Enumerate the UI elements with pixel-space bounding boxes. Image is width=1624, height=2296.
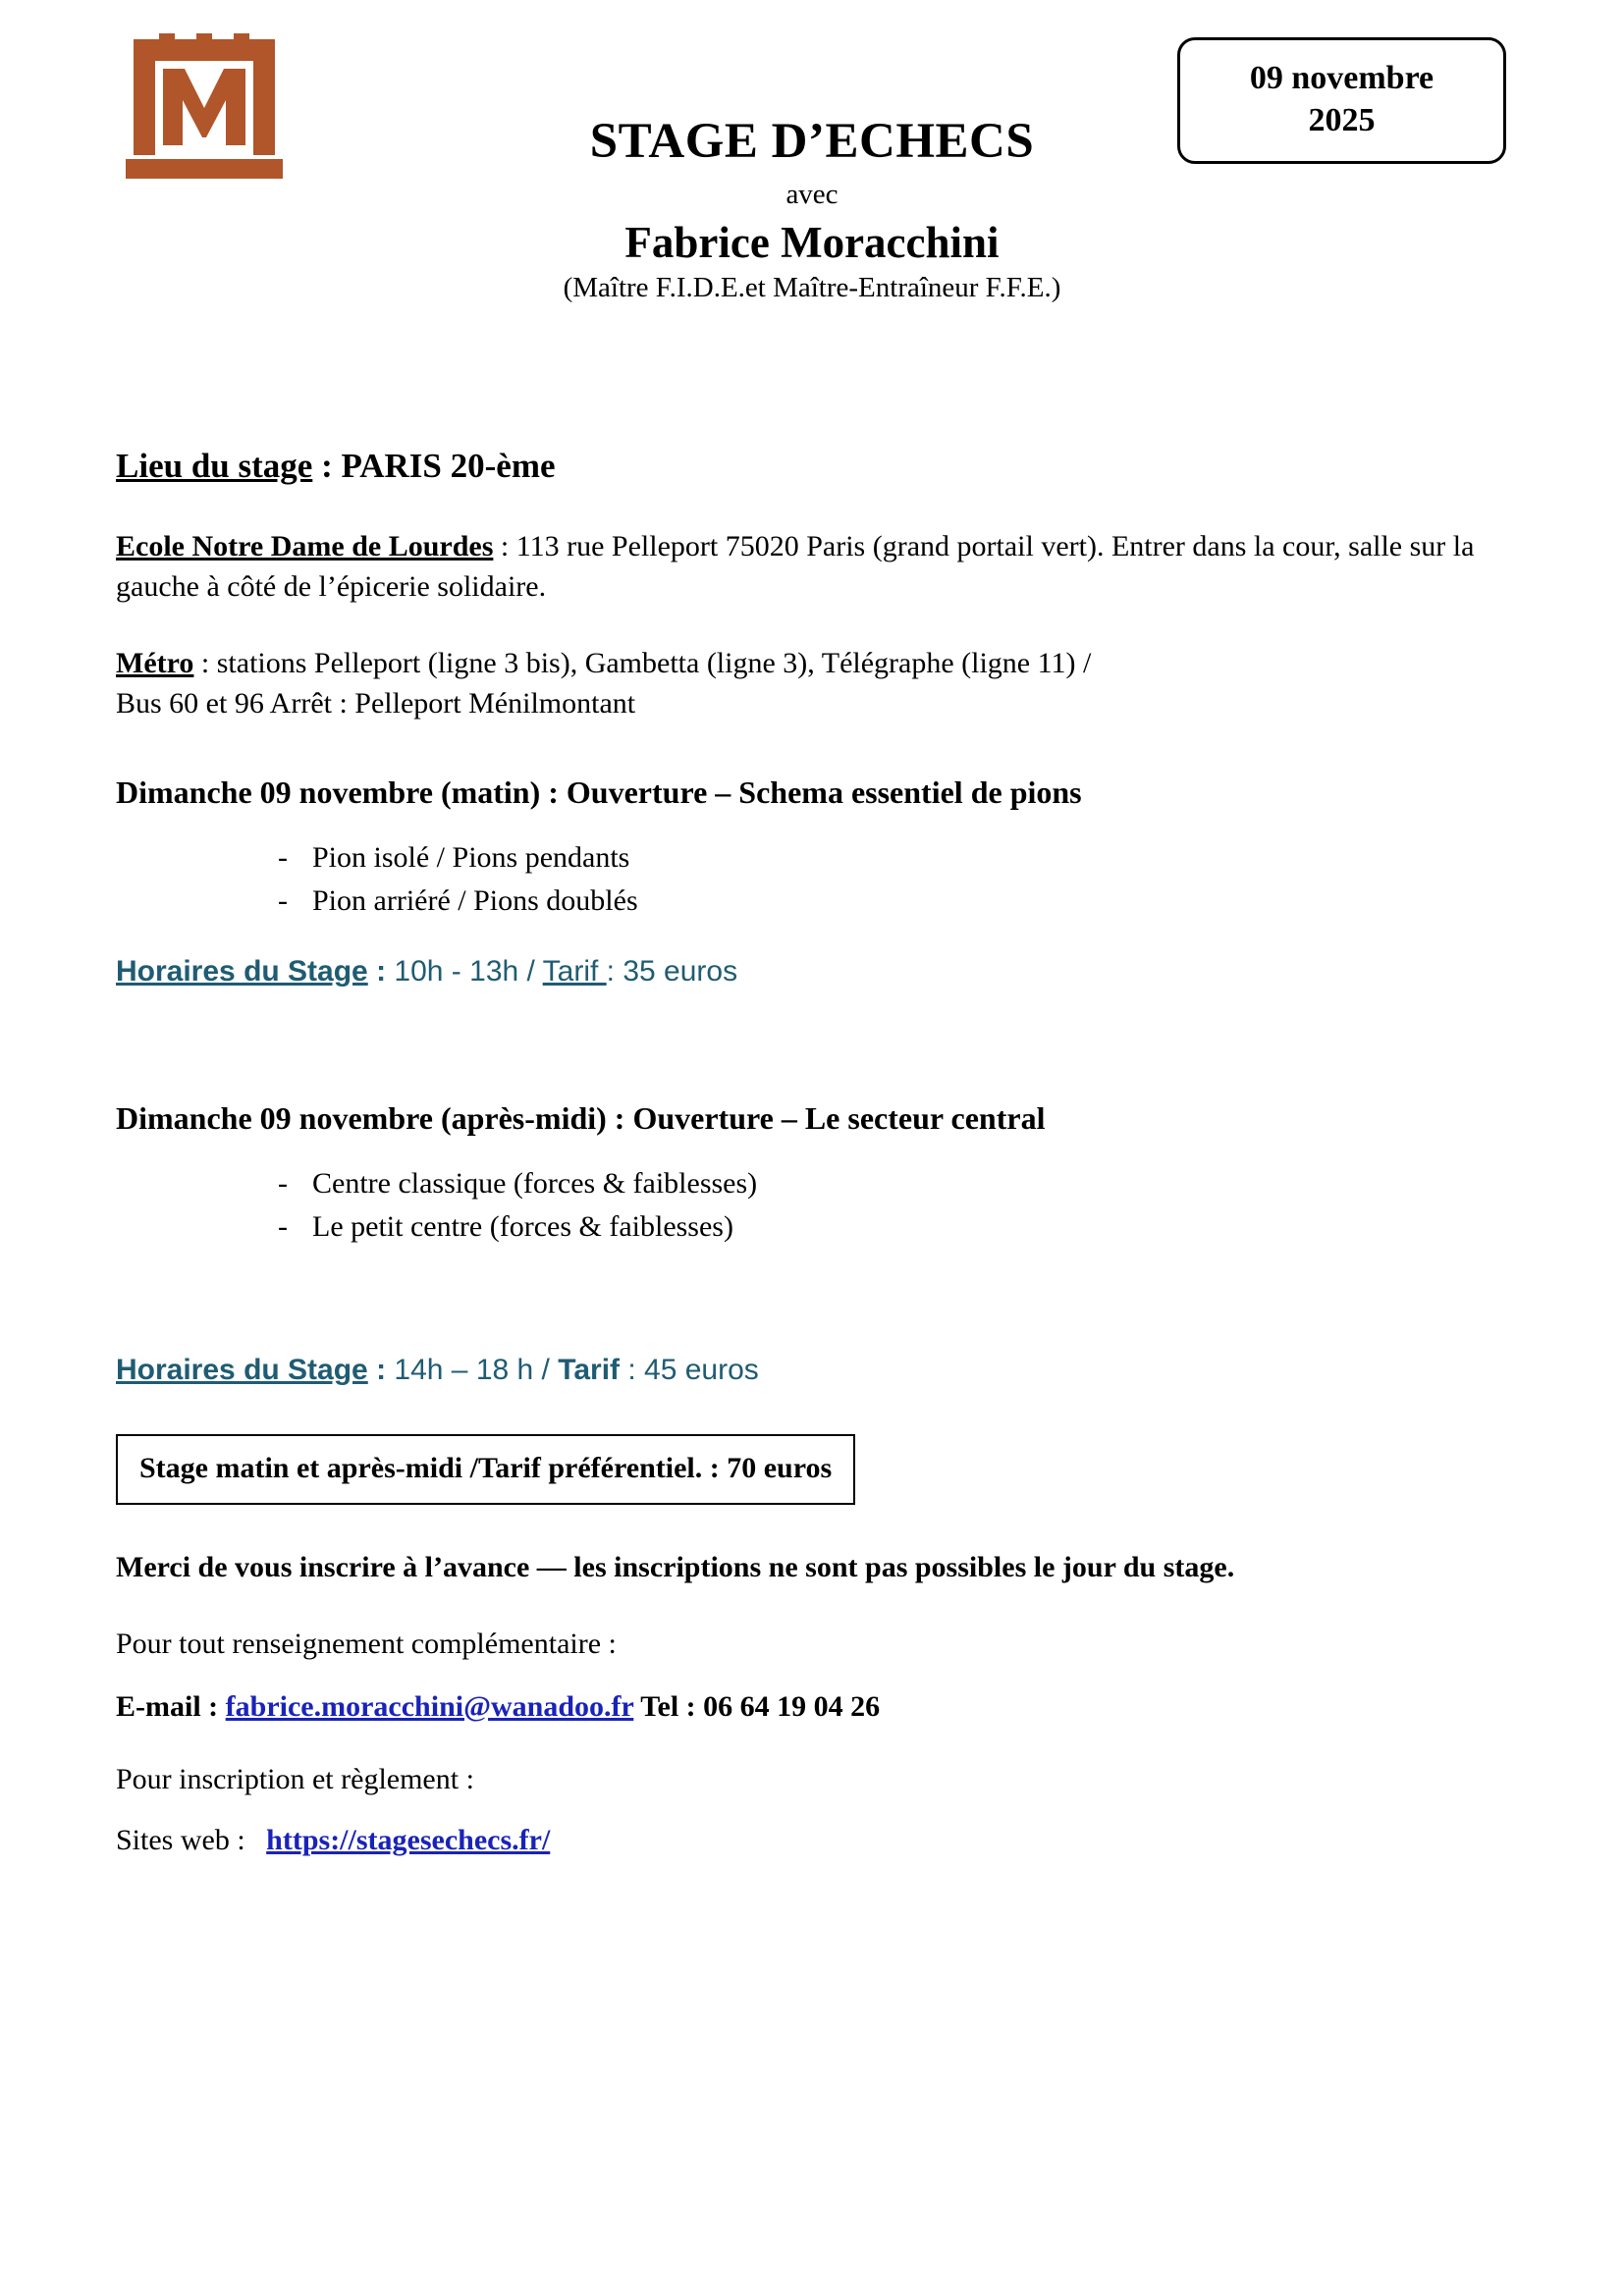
venue-heading — [116, 447, 1508, 486]
website-label: Sites web : — [116, 1823, 253, 1856]
session-topics-morning — [116, 836, 1508, 922]
venue-label: Lieu du stage — [116, 447, 313, 485]
website-line — [116, 1824, 1508, 1857]
transport-info — [116, 644, 1508, 723]
document-header — [0, 0, 1624, 303]
venue-value: PARIS 20-ème — [341, 447, 556, 485]
page-title: STAGE D’ECHECS — [589, 114, 1035, 169]
session-topics-afternoon — [116, 1162, 1508, 1248]
registration-notice — [116, 1548, 1508, 1588]
registration-notice-end: . — [1226, 1551, 1235, 1583]
website-link[interactable]: https://stagesechecs.fr/ — [266, 1823, 551, 1856]
registration-notice-text: Merci de vous inscrire à l’avance — les inscriptions ne sont pas possibles le jour du stage — [116, 1551, 1227, 1583]
metro-label: Métro — [116, 647, 194, 679]
contact-email-line — [116, 1690, 1508, 1724]
price-label-afternoon: Tarif — [558, 1354, 621, 1386]
price-value-morning: : 35 euros — [606, 955, 738, 988]
phone-number: Tel : 06 64 19 04 26 — [633, 1689, 881, 1723]
venue-separator: : — [312, 447, 342, 485]
metro-text: : stations Pelleport (ligne 3 bis), Gambetta (ligne 3), Télégraphe (ligne 11) / — [193, 647, 1092, 679]
email-link[interactable]: fabrice.moracchini@wanadoo.fr — [225, 1689, 634, 1723]
list-item: - Le petit centre (forces & faiblesses) — [312, 1205, 1508, 1249]
avec-label: avec — [785, 178, 839, 210]
session-title-afternoon: Dimanche 09 novembre (après-midi) : Ouverture – Le secteur central — [116, 1100, 1046, 1136]
document-body — [116, 447, 1508, 1857]
schedule-separator-afternoon: : — [367, 1354, 395, 1386]
schedule-morning — [116, 955, 1508, 988]
date-line-1: 09 novembre — [1249, 60, 1435, 96]
school-address — [116, 527, 1508, 607]
registration-intro: Pour inscription et règlement : — [116, 1762, 474, 1795]
schedule-label-afternoon: Horaires du Stage — [116, 1354, 368, 1386]
school-text: : 113 rue Pelleport 75020 Paris (grand portail vert). Entrer dans la cour, salle sur la gauche à côté de l’épicerie solidaire. — [116, 530, 1475, 603]
price-label-morning: Tarif — [542, 955, 607, 988]
combined-price-box: Stage matin et après-midi /Tarif préférentiel. : 70 euros — [116, 1434, 855, 1505]
price-value-afternoon: : 45 euros — [620, 1354, 759, 1386]
bus-text: Bus 60 et 96 Arrêt : Pelleport Ménilmontant — [116, 686, 636, 720]
speaker-name: Fabrice Moracchini — [624, 217, 1000, 267]
date-badge — [1177, 37, 1506, 164]
speaker-credentials: (Maître F.I.D.E.et Maître-Entraîneur F.F.E.) — [563, 271, 1061, 303]
school-label: Ecole Notre Dame de Lourdes — [116, 530, 494, 562]
schedule-label-morning: Horaires du Stage — [116, 955, 368, 988]
schedule-value-morning: 10h - 13h / — [394, 955, 543, 988]
schedule-afternoon — [116, 1354, 1508, 1387]
date-line-2: 2025 — [1308, 101, 1376, 138]
email-label: E-mail : — [116, 1689, 226, 1723]
contact-intro: Pour tout renseignement complémentaire : — [116, 1627, 617, 1660]
list-item: - Centre classique (forces & faiblesses) — [312, 1162, 1508, 1205]
schedule-separator-morning: : — [367, 955, 395, 988]
schedule-value-afternoon: 14h – 18 h / — [394, 1354, 559, 1386]
list-item: - Pion arriéré / Pions doublés — [312, 880, 1508, 923]
session-title-morning: Dimanche 09 novembre (matin) : Ouverture – Schema essentiel de pions — [116, 774, 1082, 810]
list-item: - Pion isolé / Pions pendants — [312, 836, 1508, 880]
